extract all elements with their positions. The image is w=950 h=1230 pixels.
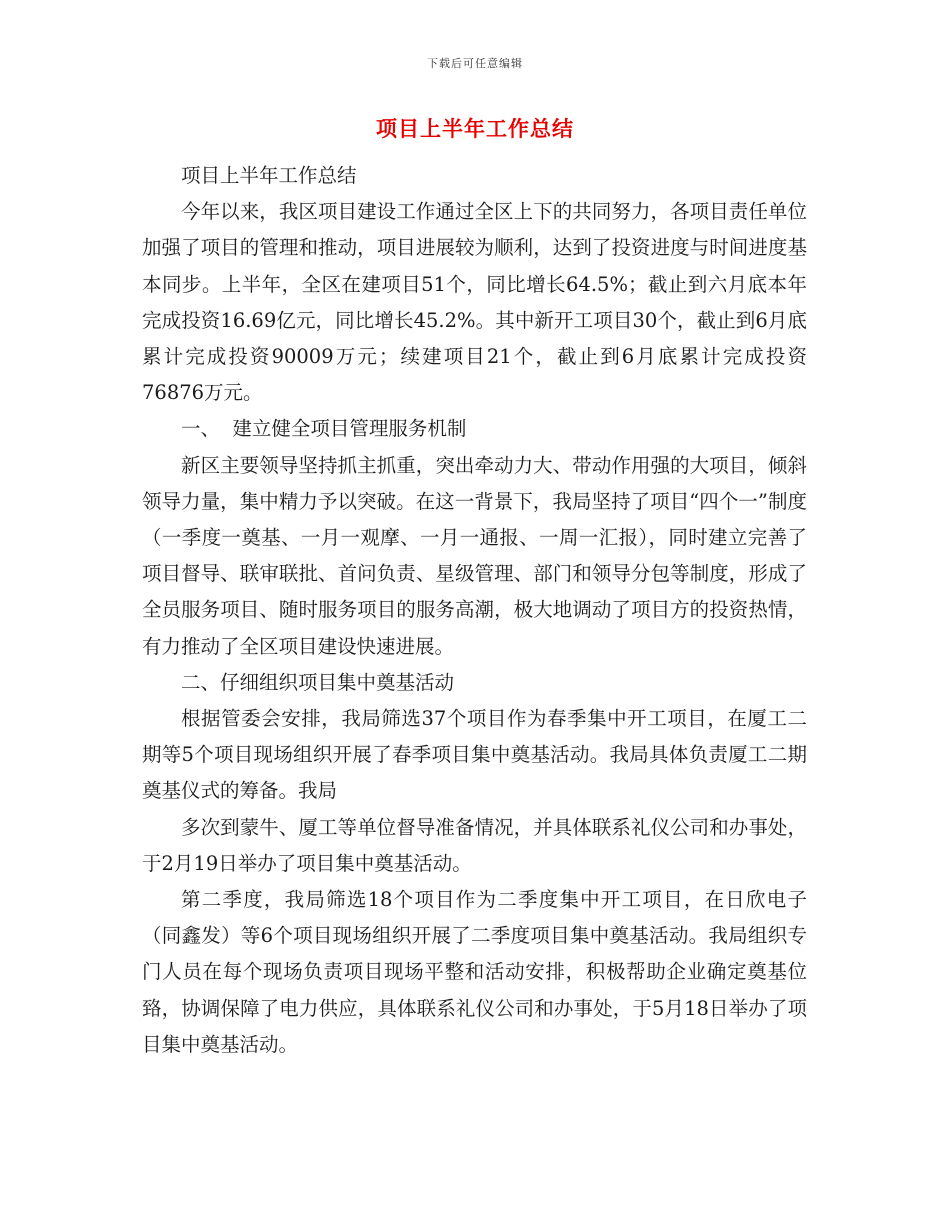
paragraph-section-2c: 第二季度，我局筛选18个项目作为二季度集中开工项目，在日欣电子（同鑫发）等6个项目现场组织开展了二季度项目集中奠基活动。我局组织专门人员在每个现场负责项目现场平整和活动安排，积极帮助企业确定奠基位臵，协调保障了电力供应，具体联系礼仪公司和办事处，于5月18日举办了项目集中奠基活动。 <box>142 888 807 1056</box>
paragraph-section-2a: 根据管委会安排，我局筛选37个项目作为春季集中开工项目，在厦工二期等5个项目现场组织开展了春季项目集中奠基活动。我局具体负责厦工二期奠基仪式的筹备。我局 <box>142 707 807 803</box>
section-heading-1: 一、 建立健全项目管理服务机制 <box>181 417 467 441</box>
document-title: 项目上半年工作总结 <box>376 116 574 141</box>
paragraph-section-2b: 多次到蒙牛、厦工等单位督导准备情况，并具体联系礼仪公司和办事处，于2月19日举办了项目集中奠基活动。 <box>142 815 807 875</box>
paragraph-section-1: 新区主要领导坚持抓主抓重，突出牵动力大、带动作用强的大项目，倾斜领导力量，集中精力予以突破。在这一背景下，我局坚持了项目“四个一”制度（一季度一奠基、一月一观摩、一月一通报、一周一汇报），同时建立完善了项目督导、联审联批、首问负责、星级管理、部门和领导分包等制度，形成了全员服务项目、随时服务项目的服务高潮，极大地调动了项目方的投资热情，有力推动了全区项目建设快速进展。 <box>142 453 807 658</box>
document-body <box>142 158 807 1063</box>
paragraph-intro: 今年以来，我区项目建设工作通过全区上下的共同努力，各项目责任单位加强了项目的管理和推动，项目进展较为顺利，达到了投资进度与时间进度基本同步。上半年，全区在建项目51个，同比增长64.5%；截止到六月底本年完成投资16.69亿元，同比增长45.2%。其中新开工项目30个，截止到6月底累计完成投资90009万元；续建项目21个，截止到6月底累计完成投资76876万元。 <box>142 200 807 405</box>
paragraph-subtitle: 项目上半年工作总结 <box>181 164 357 187</box>
section-heading-2: 二、仔细组织项目集中奠基活动 <box>181 670 455 694</box>
header-note: 下载后可任意编辑 <box>427 57 523 70</box>
